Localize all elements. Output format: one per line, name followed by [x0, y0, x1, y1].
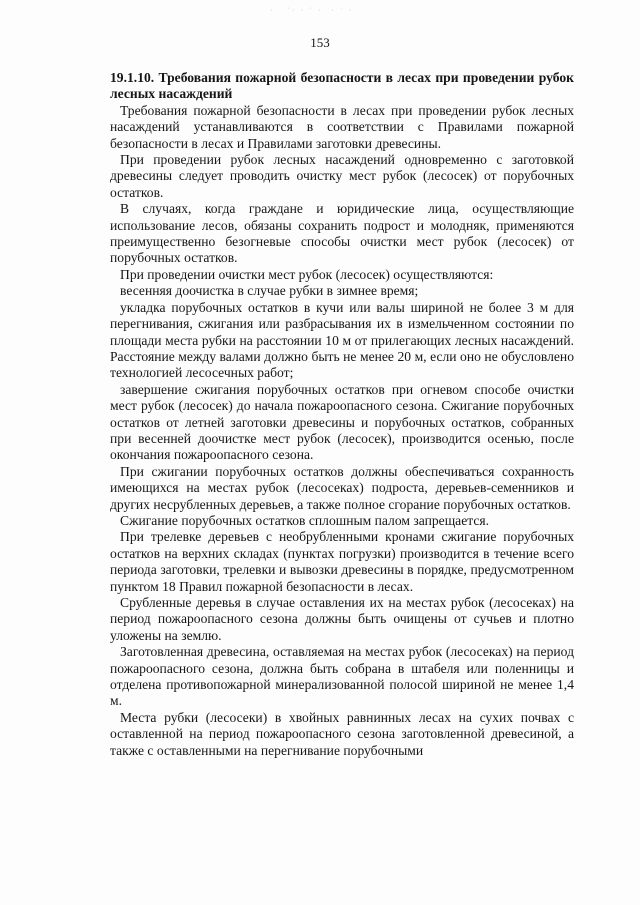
paragraph: завершение сжигания порубочных остатков при огневом способе очистки мест рубок (лесосек) до начала пожароопасного сезона. Сжигание порубочных остатков от летней заготовки древесины и порубочных остатков, собранных при весенней доочистке мест рубок (лесосек), производится осенью, после окончания пожароопасного сезона.	[110, 381, 574, 463]
paragraph: весенняя доочистка в случае рубки в зимнее время;	[120, 283, 419, 299]
paragraph: укладка порубочных остатков в кучи или валы шириной не более 3 м для перегнивания, сжигания или разбрасывания их в измельченном состоянии по площади места рубки на расстоянии 10 м от прилегающих лесных насаждений. Расстояние между валами должно быть не менее 20 м, если оно не обусловлено технологией лесосечных работ;	[110, 299, 574, 381]
paragraph: Срубленные деревья в случае оставления их на местах рубок (лесосеках) на период пожароопасного сезона должны быть очищены от сучьев и плотно уложены на землю.	[110, 595, 574, 643]
paragraph: В случаях, когда граждане и юридические лица, осуществляющие использование лесов, обязаны сохранить подрост и молодняк, применяются преимущественно безогневые способы очистки мест рубок (лесосек) от порубочных остатков.	[110, 201, 574, 266]
page-number: 153	[310, 35, 330, 50]
paragraph: При проведении рубок лесных насаждений одновременно с заготовкой древесины следует проводить очистку мест рубок (лесосек) от порубочных остатков.	[110, 152, 574, 200]
document-body	[110, 70, 574, 759]
paragraph: Места рубки (лесосеки) в хвойных равнинных лесах на сухих почвах с оставленной на период пожароопасного сезона заготовленной древесиной, а также с оставленными на перегнивание порубочными	[110, 709, 574, 758]
section-heading: 19.1.10. Требования пожарной безопасности в лесах при проведении рубок лесных насаждений	[110, 70, 574, 102]
paragraph: Требования пожарной безопасности в лесах при проведении рубок лесных насаждений устанавливаются в соответствии с Правилами пожарной безопасности в лесах и Правилами заготовки древесины.	[110, 102, 574, 151]
paragraph: Заготовленная древесина, оставляемая на местах рубок (лесосеках) на период пожароопасного сезона, должна быть собрана в штабеля или поленницы и отделена противопожарной минерализованной полосой шириной не менее 1,4 м.	[110, 644, 574, 709]
scan-artifact: · ˙ ˙· · ˙ · ˙· ˙ ·	[270, 6, 354, 15]
paragraph: При сжигании порубочных остатков должны обеспечиваться сохранность имеющихся на местах рубок (лесосеках) подроста, деревьев-семенников и других несрубленных деревьев, а также полное сгорание порубочных остатков.	[110, 463, 574, 512]
paragraph: При трелевке деревьев с необрубленными кронами сжигание порубочных остатков на верхних складах (пунктах погрузки) производится в течение всего периода заготовки, трелевки и вывозки древесины в порядке, предусмотренном пунктом 18 Правил пожарной безопасности в лесах.	[110, 529, 574, 594]
paragraph: Сжигание порубочных остатков сплошным палом запрещается.	[120, 512, 490, 528]
paragraph-list	[110, 103, 574, 759]
paragraph: При проведении очистки мест рубок (лесосек) осуществляются:	[120, 266, 494, 282]
